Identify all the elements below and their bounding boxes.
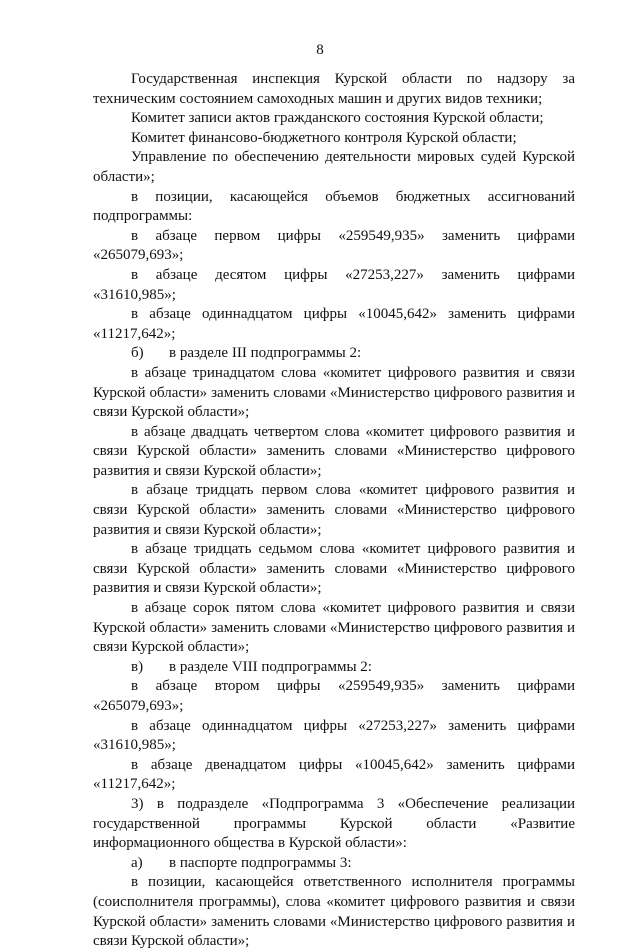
paragraph-text: в абзаце десятом цифры «27253,227» заменить цифрами «31610,985»; (93, 266, 575, 303)
paragraph (93, 756, 575, 795)
page-number: 8 (316, 42, 324, 58)
list-item (93, 854, 575, 874)
paragraph-text: Государственная инспекция Курской области по надзору за техническим состоянием самоходных машин и других видов техники; (93, 71, 575, 107)
document-body (93, 70, 575, 952)
paragraph (93, 599, 575, 658)
list-marker: а) (131, 854, 143, 871)
paragraph-text: в позиции, касающейся объемов бюджетных ассигнований подпрограммы: (93, 188, 575, 225)
paragraph-text: в абзаце тринадцатом слова «комитет цифрового развития и связи Курской области» заменить словами «Министерство цифрового развития и связи Курской области»; (93, 364, 575, 421)
paragraph-text: в разделе VIII подпрограммы 2: (169, 658, 372, 675)
list-marker: в) (131, 658, 144, 675)
paragraph-text: в абзаце тридцать седьмом слова «комитет цифрового развития и связи Курской области» заменить словами «Министерство цифрового развития и связи Курской области»; (93, 541, 575, 597)
paragraph-text: 3) в подразделе «Подпрограмма 3 «Обеспечение реализации государственной программы Курской области «Развитие информационного общества в Курской области»: (93, 795, 575, 852)
paragraph (93, 540, 575, 599)
paragraph (93, 148, 575, 187)
paragraph-text: в абзаце втором цифры «259549,935» заменить цифрами «265079,693»; (93, 678, 575, 714)
paragraph-text: Управление по обеспечению деятельности мировых судей Курской области»; (93, 149, 575, 185)
paragraph-text: в абзаце первом цифры «259549,935» заменить цифрами «265079,693»; (93, 227, 575, 264)
paragraph (93, 109, 575, 129)
paragraph-text: Комитет финансово-бюджетного контроля Курской области; (131, 129, 517, 146)
paragraph-text: Комитет записи актов гражданского состояния Курской области; (131, 110, 544, 127)
paragraph-text: в абзаце двадцать четвертом слова «комитет цифрового развития и связи Курской области» заменить словами «Министерство цифрового развития и связи Курской области»; (93, 423, 575, 479)
paragraph (93, 227, 575, 266)
paragraph-text: в абзаце двенадцатом цифры «10045,642» заменить цифрами «11217,642»; (93, 756, 575, 793)
paragraph-text: в абзаце одиннадцатом цифры «10045,642» заменить цифрами «11217,642»; (93, 306, 575, 342)
paragraph (93, 266, 575, 305)
paragraph-text: в позиции, касающейся ответственного исполнителя программы (соисполнителя программы), слова «комитет цифрового развития и связи Курской области» заменить словами «Министерство цифрового развития и связи Курской области»; (93, 874, 575, 950)
paragraph-text: в разделе III подпрограммы 2: (169, 345, 362, 362)
paragraph (93, 717, 575, 756)
paragraph-text: в паспорте подпрограммы 3: (169, 854, 352, 871)
paragraph (93, 481, 575, 540)
paragraph (93, 873, 575, 951)
paragraph (93, 129, 575, 149)
list-marker: б) (131, 345, 144, 362)
paragraph (93, 70, 575, 109)
list-item (93, 344, 575, 364)
list-item (93, 658, 575, 678)
paragraph (93, 677, 575, 716)
paragraph-text: в абзаце одиннадцатом цифры «27253,227» заменить цифрами «31610,985»; (93, 717, 575, 754)
paragraph (93, 305, 575, 344)
paragraph (93, 188, 575, 227)
paragraph-text: в абзаце тридцать первом слова «комитет цифрового развития и связи Курской области» заменить словами «Министерство цифрового развития и связи Курской области»; (93, 482, 575, 538)
paragraph (93, 795, 575, 854)
paragraph (93, 423, 575, 482)
paragraph (93, 364, 575, 423)
paragraph-text: в абзаце сорок пятом слова «комитет цифрового развития и связи Курской области» заменить словами «Министерство цифрового развития и связи Курской области»; (93, 600, 575, 656)
